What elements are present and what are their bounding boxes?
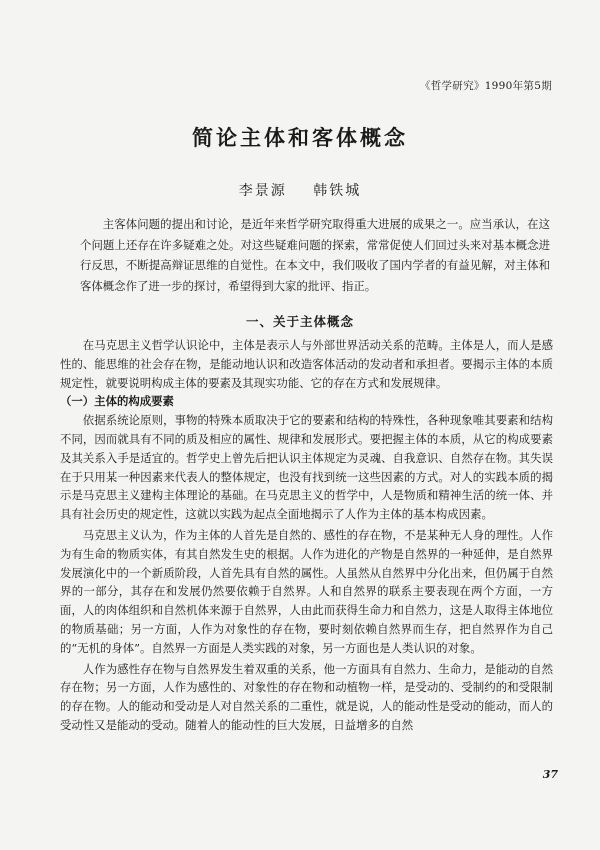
abstract <box>80 214 550 296</box>
body-paragraph: 人作为感性存在物与自然界发生着双重的关系，他一方面具有自然力、生命力，是能动的自然存在物；另一方面，人作为感性的、对象性的存在物和动植物一样，是受动的、受制约的和受限制的存在物。人的能动和受动是人对自然关系的二重性，就是说，人的能动性是受动的能动，而人的受动性又是能动的受动。随着人的能动性的巨大发展，日益增多的自然 <box>60 661 553 732</box>
journal-reference: 《哲学研究》1990年第5期 <box>419 80 552 92</box>
body-paragraph: 在马克思主义哲学认识论中，主体是表示人与外部世界活动关系的范畴。主体是人，而人是感性的、能思维的社会存在物，是能动地认识和改造客体活动的发动者和承担者。要揭示主体的本质规定性，就要说明构成主体的要素及其现实功能、它的存在方式和发展规律。 <box>60 338 553 390</box>
author-name: 韩铁城 <box>313 183 362 199</box>
body-paragraph: 依据系统论原则，事物的特殊本质取决于它的要素和结构的特殊性，各种现象唯其要素和结构不同，因而就具有不同的质及相应的属性、规律和发展形式。要把握主体的本质，从它的构成要素及其关系入手是适宜的。哲学史上曾先后把认识主体规定为灵魂、自我意识、自然存在物。其失误在于只用某一种因素来代表人的整体规定，也没有找到统一这些因素的方式。对人的实践本质的揭示是马克思主义建构主体理论的基础。在马克思主义的哲学中，人是物质和精神生活的统一体、并具有社会历史的规定性，这就以实践为起点全面地揭示了人作为主体的基本构成因素。 <box>60 413 553 522</box>
subsection-heading: （一）主体的构成要素 <box>60 394 174 409</box>
body-paragraph: 马克思主义认为，作为主体的人首先是自然的、感性的存在物，不是某种无人身的理性。人作为有生命的物质实体，有其自然发生史的根据。人作为进化的产物是自然界的一种延伸，是自然界发展演化中的一个新质阶段，人首先具有自然的属性。人虽然从自然界中分化出来，但仍属于自然界的一部分，其存在和发展仍然要依赖于自然界。人和自然界的联系主要表现在两个方面，一方面，人的肉体组织和自然机体来源于自然界，人由此而获得生命力和自然力，这是人取得主体地位的物质基础；另一方面，人作为对象性的存在物，要时刻依赖自然界而生存，把自然界作为自己的“无机的身体”。自然界一方面是人类实践的对象，另一方面也是人类认识的对象。 <box>60 527 553 655</box>
abstract-paragraph: 主客体问题的提出和讨论，是近年来哲学研究取得重大进展的成果之一。应当承认，在这个问题上还存在许多疑难之处。对这些疑难问题的探索，常常促使人们回过头来对基本概念进行反思，不断提高辩证思维的自觉性。在本文中，我们吸收了国内学者的有益见解，对主体和客体概念作了进一步的探讨，希望得到大家的批评、指正。 <box>80 217 550 293</box>
article-title: 简论主体和客体概念 <box>192 125 408 150</box>
page-number: 37 <box>542 768 558 781</box>
body-text <box>60 336 553 735</box>
author-line <box>0 180 600 200</box>
author-name: 李景源 <box>238 183 287 199</box>
section-heading: 一、关于主体概念 <box>245 314 354 329</box>
